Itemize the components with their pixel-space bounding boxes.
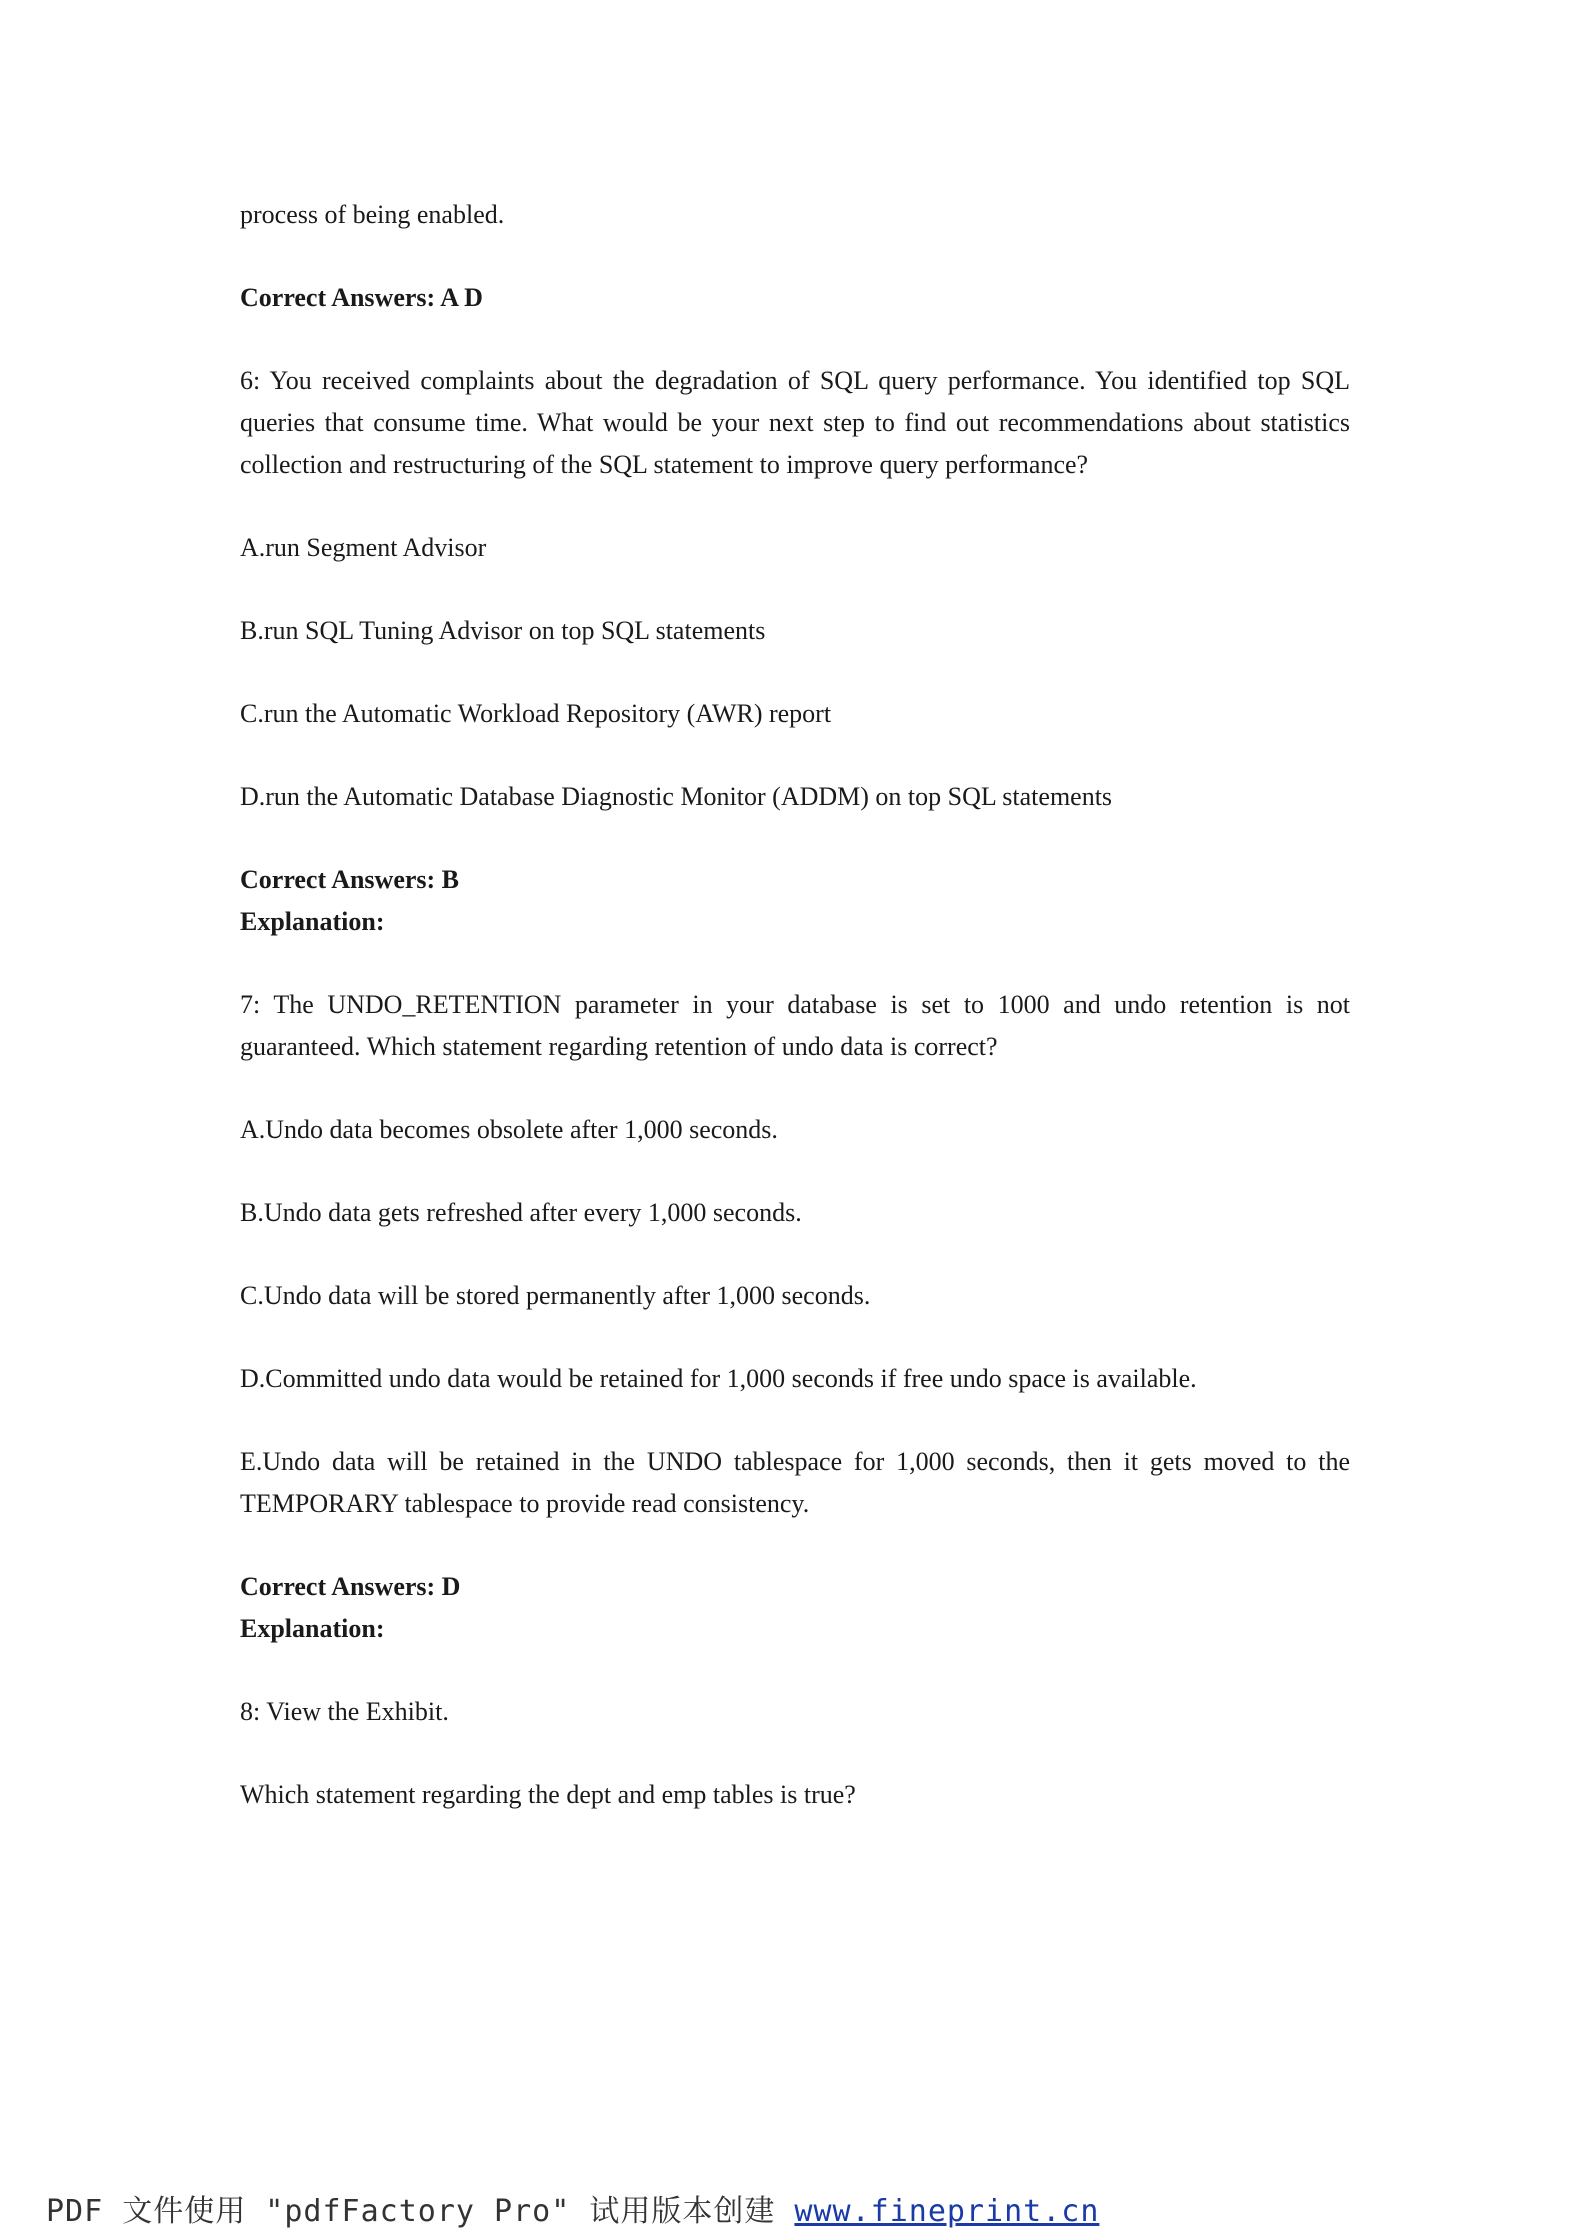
question-6-option-a: A.run Segment Advisor	[240, 533, 487, 562]
question-6-option-c: C.run the Automatic Workload Repository (AWR) report	[240, 699, 832, 728]
pdf-footer	[46, 2186, 1099, 2230]
q5-correct-answer: Correct Answers: A D	[240, 283, 483, 312]
question-7-text: 7: The UNDO_RETENTION parameter in your database is set to 1000 and undo retention is not guaranteed. Which statement regarding retention of undo data is correct?	[240, 990, 1350, 1061]
question-6-option-d: D.run the Automatic Database Diagnostic Monitor (ADDM) on top SQL statements	[240, 782, 1113, 811]
question-7-option-a: A.Undo data becomes obsolete after 1,000 seconds.	[240, 1115, 778, 1144]
question-7-answer-block	[240, 1566, 1350, 1650]
question-7-option-b: B.Undo data gets refreshed after every 1,000 seconds.	[240, 1198, 802, 1227]
question-6-answer-block	[240, 859, 1350, 943]
question-8-subquestion: Which statement regarding the dept and emp tables is true?	[240, 1780, 856, 1809]
document-body	[240, 194, 1350, 1857]
question-7-option-e: E.Undo data will be retained in the UNDO tablespace for 1,000 seconds, then it gets moved to the TEMPORARY tablespace to provide read consistency.	[240, 1447, 1350, 1518]
question-8-text: 8: View the Exhibit.	[240, 1697, 449, 1726]
continuation-text: process of being enabled.	[240, 200, 505, 229]
question-7-explanation: Explanation:	[240, 1614, 385, 1643]
question-6-option-b: B.run SQL Tuning Advisor on top SQL statements	[240, 616, 766, 645]
question-7-option-c: C.Undo data will be stored permanently after 1,000 seconds.	[240, 1281, 871, 1310]
footer-text: PDF 文件使用 "pdfFactory Pro" 试用版本创建	[46, 2194, 795, 2229]
footer-link[interactable]: www.fineprint.cn	[794, 2194, 1100, 2229]
question-7-correct-answer: Correct Answers: D	[240, 1572, 461, 1601]
question-6-text: 6: You received complaints about the degradation of SQL query performance. You identified top SQL queries that consume time. What would be your next step to find out recommendations about statistics collection and restructuring of the SQL statement to improve query performance?	[240, 366, 1350, 479]
question-7-option-d: D.Committed undo data would be retained for 1,000 seconds if free undo space is available.	[240, 1364, 1197, 1393]
question-6-explanation: Explanation:	[240, 907, 385, 936]
question-6-correct-answer: Correct Answers: B	[240, 865, 460, 894]
